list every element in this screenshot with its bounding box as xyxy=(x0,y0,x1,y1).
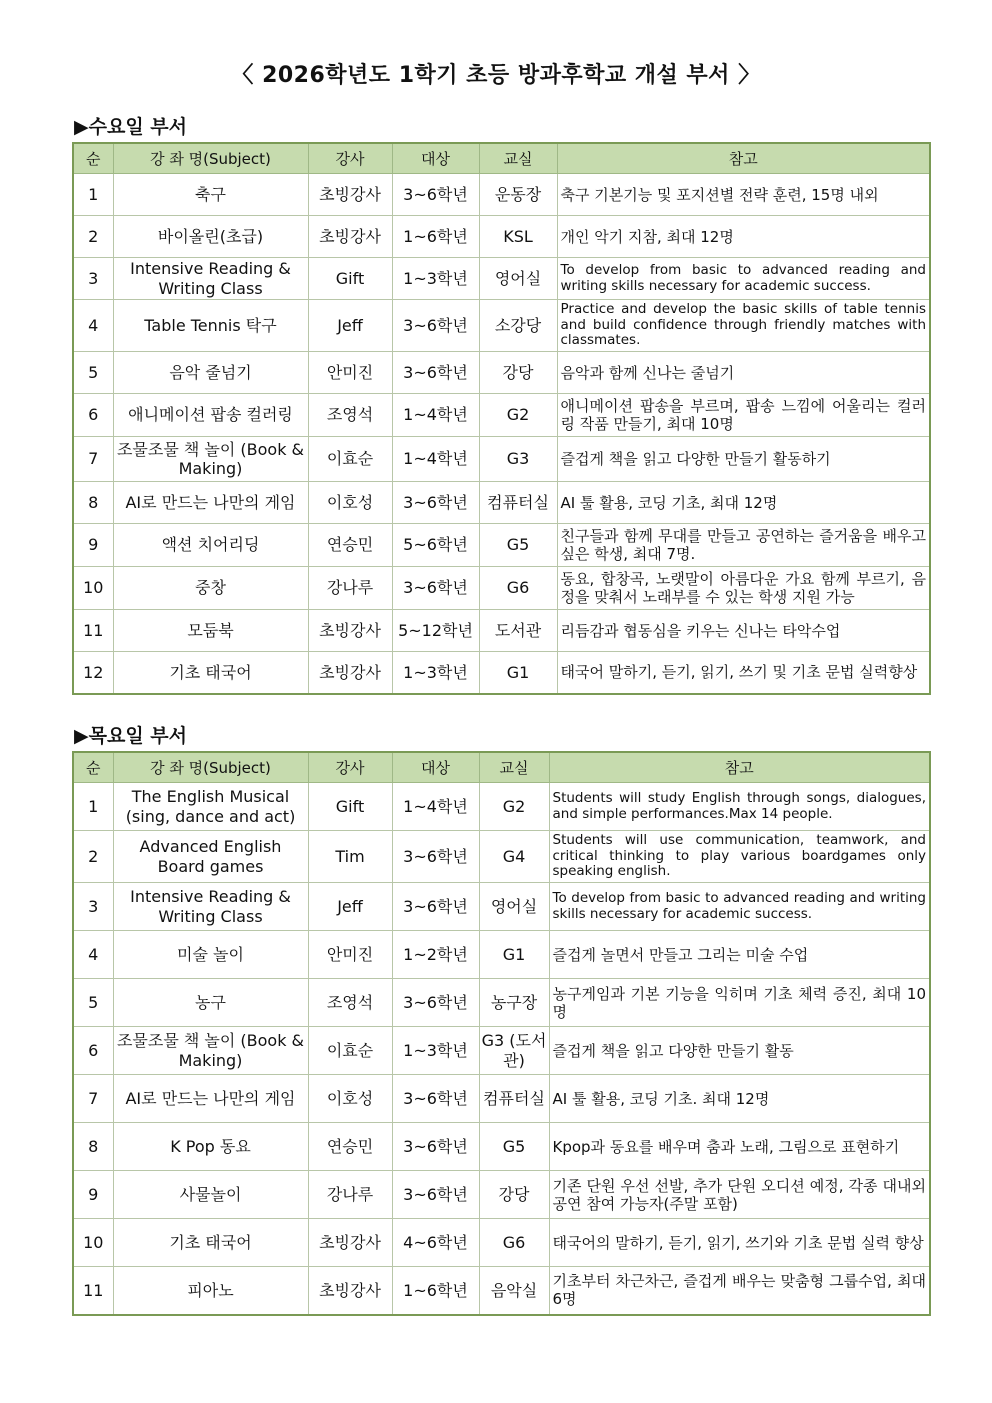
course-teacher: 초빙강사 xyxy=(308,652,392,694)
course-teacher: 초빙강사 xyxy=(308,610,392,652)
course-note: 친구들과 함께 무대를 만들고 공연하는 즐거움을 배우고 싶은 학생, 최대 7명. xyxy=(557,524,930,567)
course-note: 즐겁게 책을 읽고 다양한 만들기 활동하기 xyxy=(557,437,930,482)
table-row xyxy=(73,482,930,524)
course-subject: 기초 태국어 xyxy=(113,652,308,694)
course-target-grade: 1~4학년 xyxy=(392,783,479,831)
table-row xyxy=(73,883,930,931)
table-row xyxy=(73,1123,930,1171)
table-row xyxy=(73,783,930,831)
header-no: 순 xyxy=(73,752,113,783)
course-teacher: 연승민 xyxy=(308,524,392,567)
row-number: 4 xyxy=(73,300,113,352)
row-number: 10 xyxy=(73,1219,113,1267)
course-target-grade: 5~12학년 xyxy=(392,610,479,652)
course-target-grade: 3~6학년 xyxy=(392,174,479,216)
table-row xyxy=(73,437,930,482)
course-subject: 음악 줄넘기 xyxy=(113,352,308,394)
table-row xyxy=(73,1171,930,1219)
course-note: Students will study English through songs, dialogues, and simple performances.Max 14 people. xyxy=(549,783,930,831)
course-teacher: Tim xyxy=(308,831,392,883)
course-room: G6 xyxy=(479,1219,549,1267)
course-room: KSL xyxy=(479,216,557,258)
course-room: 강당 xyxy=(479,352,557,394)
course-room: G2 xyxy=(479,783,549,831)
table-row xyxy=(73,394,930,437)
course-room: G2 xyxy=(479,394,557,437)
course-teacher: Jeff xyxy=(308,300,392,352)
course-note: To develop from basic to advanced reading and writing skills necessary for academic success. xyxy=(549,883,930,931)
course-target-grade: 1~3학년 xyxy=(392,1027,479,1075)
table-row xyxy=(73,1219,930,1267)
course-room: G1 xyxy=(479,652,557,694)
header-teacher: 강사 xyxy=(308,143,392,174)
table-row xyxy=(73,524,930,567)
table-row xyxy=(73,979,930,1027)
wednesday-course-table xyxy=(72,142,931,695)
course-subject: Table Tennis 탁구 xyxy=(113,300,308,352)
course-room: 영어실 xyxy=(479,258,557,300)
course-note: 리듬감과 협동심을 키우는 신나는 타악수업 xyxy=(557,610,930,652)
course-teacher: 초빙강사 xyxy=(308,216,392,258)
course-teacher: 이효순 xyxy=(308,1027,392,1075)
row-number: 3 xyxy=(73,883,113,931)
course-note: Students will use communication, teamwork, and critical thinking to play various boardgames only speaking english. xyxy=(549,831,930,883)
course-note: 기초부터 차근차근, 즐겁게 배우는 맞춤형 그룹수업, 최대 6명 xyxy=(549,1267,930,1315)
course-room: G5 xyxy=(479,524,557,567)
course-subject: K Pop 동요 xyxy=(113,1123,308,1171)
course-room: 소강당 xyxy=(479,300,557,352)
course-target-grade: 1~4학년 xyxy=(392,394,479,437)
course-teacher: 조영석 xyxy=(308,979,392,1027)
course-room: 음악실 xyxy=(479,1267,549,1315)
course-room: G3 xyxy=(479,437,557,482)
course-teacher: 초빙강사 xyxy=(308,1219,392,1267)
row-number: 9 xyxy=(73,1171,113,1219)
course-subject: 조물조물 책 놀이 (Book & Making) xyxy=(113,1027,308,1075)
row-number: 3 xyxy=(73,258,113,300)
row-number: 1 xyxy=(73,174,113,216)
table-header-row xyxy=(73,752,930,783)
course-target-grade: 1~4학년 xyxy=(392,437,479,482)
course-teacher: 강나루 xyxy=(308,1171,392,1219)
header-subject: 강 좌 명(Subject) xyxy=(113,752,308,783)
course-room: 컴퓨터실 xyxy=(479,1075,549,1123)
course-subject: 중창 xyxy=(113,567,308,610)
course-target-grade: 3~6학년 xyxy=(392,1123,479,1171)
course-room: 농구장 xyxy=(479,979,549,1027)
course-note: 농구게임과 기본 기능을 익히며 기초 체력 증진, 최대 10명 xyxy=(549,979,930,1027)
thursday-course-table xyxy=(72,751,931,1316)
table-row xyxy=(73,931,930,979)
table-row xyxy=(73,610,930,652)
course-teacher: 초빙강사 xyxy=(308,1267,392,1315)
table-row xyxy=(73,1075,930,1123)
course-target-grade: 1~3학년 xyxy=(392,258,479,300)
course-target-grade: 3~6학년 xyxy=(392,300,479,352)
row-number: 11 xyxy=(73,1267,113,1315)
table-row xyxy=(73,352,930,394)
course-note: Kpop과 동요를 배우며 춤과 노래, 그림으로 표현하기 xyxy=(549,1123,930,1171)
header-room: 교실 xyxy=(479,143,557,174)
course-note: 즐겁게 놀면서 만들고 그리는 미술 수업 xyxy=(549,931,930,979)
course-subject: AI로 만드는 나만의 게임 xyxy=(113,482,308,524)
header-target: 대상 xyxy=(392,143,479,174)
course-target-grade: 5~6학년 xyxy=(392,524,479,567)
course-note: AI 툴 활용, 코딩 기초, 최대 12명 xyxy=(557,482,930,524)
header-subject: 강 좌 명(Subject) xyxy=(113,143,308,174)
course-note: 즐겁게 책을 읽고 다양한 만들기 활동 xyxy=(549,1027,930,1075)
table-row xyxy=(73,300,930,352)
course-subject: 축구 xyxy=(113,174,308,216)
course-note: 태국어의 말하기, 듣기, 읽기, 쓰기와 기초 문법 실력 향상 xyxy=(549,1219,930,1267)
course-subject: 기초 태국어 xyxy=(113,1219,308,1267)
course-room: G5 xyxy=(479,1123,549,1171)
table-row xyxy=(73,1027,930,1075)
course-teacher: Gift xyxy=(308,783,392,831)
course-teacher: 안미진 xyxy=(308,931,392,979)
course-note: To develop from basic to advanced reading and writing skills necessary for academic success. xyxy=(557,258,930,300)
course-note: AI 툴 활용, 코딩 기초. 최대 12명 xyxy=(549,1075,930,1123)
course-room: 도서관 xyxy=(479,610,557,652)
wednesday-section-title: ▶수요일 부서 xyxy=(74,116,187,138)
row-number: 7 xyxy=(73,1075,113,1123)
course-room: 운동장 xyxy=(479,174,557,216)
course-room: 강당 xyxy=(479,1171,549,1219)
course-teacher: 이효순 xyxy=(308,437,392,482)
course-target-grade: 1~6학년 xyxy=(392,216,479,258)
row-number: 5 xyxy=(73,352,113,394)
course-teacher: 연승민 xyxy=(308,1123,392,1171)
course-subject: 피아노 xyxy=(113,1267,308,1315)
header-note: 참고 xyxy=(549,752,930,783)
course-note: 기존 단원 우선 선발, 추가 단원 오디션 예정, 각종 대내외 공연 참여 가능자(주말 포함) xyxy=(549,1171,930,1219)
table-header-row xyxy=(73,143,930,174)
thursday-section-title: ▶목요일 부서 xyxy=(74,725,187,747)
table-row xyxy=(73,174,930,216)
course-note: 음악과 함께 신나는 줄넘기 xyxy=(557,352,930,394)
course-room: 영어실 xyxy=(479,883,549,931)
course-room: G4 xyxy=(479,831,549,883)
table-row xyxy=(73,567,930,610)
course-note: 동요, 합창곡, 노랫말이 아름다운 가요 함께 부르기, 음정을 맞춰서 노래부를 수 있는 학생 지원 가능 xyxy=(557,567,930,610)
course-room: G6 xyxy=(479,567,557,610)
course-subject: 미술 놀이 xyxy=(113,931,308,979)
course-note: 태국어 말하기, 듣기, 읽기, 쓰기 및 기초 문법 실력향상 xyxy=(557,652,930,694)
course-teacher: Jeff xyxy=(308,883,392,931)
course-target-grade: 3~6학년 xyxy=(392,567,479,610)
course-teacher: 조영석 xyxy=(308,394,392,437)
course-target-grade: 3~6학년 xyxy=(392,482,479,524)
course-subject: 사물놀이 xyxy=(113,1171,308,1219)
course-note: 축구 기본기능 및 포지션별 전략 훈련, 15명 내외 xyxy=(557,174,930,216)
row-number: 12 xyxy=(73,652,113,694)
course-target-grade: 3~6학년 xyxy=(392,831,479,883)
course-subject: Intensive Reading & Writing Class xyxy=(113,258,308,300)
row-number: 6 xyxy=(73,1027,113,1075)
row-number: 1 xyxy=(73,783,113,831)
course-subject: The English Musical (sing, dance and act) xyxy=(113,783,308,831)
course-subject: 액션 치어리딩 xyxy=(113,524,308,567)
header-teacher: 강사 xyxy=(308,752,392,783)
course-note: 개인 악기 지참, 최대 12명 xyxy=(557,216,930,258)
header-target: 대상 xyxy=(392,752,479,783)
course-room: 컴퓨터실 xyxy=(479,482,557,524)
course-teacher: 이호성 xyxy=(308,482,392,524)
course-subject: 조물조물 책 놀이 (Book & Making) xyxy=(113,437,308,482)
course-teacher: Gift xyxy=(308,258,392,300)
course-subject: 애니메이션 팝송 컬러링 xyxy=(113,394,308,437)
row-number: 7 xyxy=(73,437,113,482)
row-number: 2 xyxy=(73,216,113,258)
table-row xyxy=(73,216,930,258)
course-subject: AI로 만드는 나만의 게임 xyxy=(113,1075,308,1123)
course-subject: Intensive Reading & Writing Class xyxy=(113,883,308,931)
course-target-grade: 3~6학년 xyxy=(392,979,479,1027)
course-teacher: 이호성 xyxy=(308,1075,392,1123)
course-note: Practice and develop the basic skills of table tennis and build confidence through friendly matches with classmates. xyxy=(557,300,930,352)
course-target-grade: 3~6학년 xyxy=(392,1171,479,1219)
course-target-grade: 1~3학년 xyxy=(392,652,479,694)
row-number: 10 xyxy=(73,567,113,610)
course-target-grade: 4~6학년 xyxy=(392,1219,479,1267)
course-teacher: 강나루 xyxy=(308,567,392,610)
course-teacher: 안미진 xyxy=(308,352,392,394)
header-note: 참고 xyxy=(557,143,930,174)
page-title: 〈 2026학년도 1학기 초등 방과후학교 개설 부서 〉 xyxy=(231,63,761,88)
course-note: 애니메이션 팝송을 부르며, 팝송 느낌에 어울리는 컬러링 작품 만들기, 최대 10명 xyxy=(557,394,930,437)
header-room: 교실 xyxy=(479,752,549,783)
course-target-grade: 3~6학년 xyxy=(392,1075,479,1123)
course-room: G3 (도서관) xyxy=(479,1027,549,1075)
table-row xyxy=(73,652,930,694)
course-target-grade: 1~2학년 xyxy=(392,931,479,979)
course-subject: Advanced English Board games xyxy=(113,831,308,883)
header-no: 순 xyxy=(73,143,113,174)
row-number: 9 xyxy=(73,524,113,567)
course-subject: 바이올린(초급) xyxy=(113,216,308,258)
row-number: 5 xyxy=(73,979,113,1027)
course-teacher: 초빙강사 xyxy=(308,174,392,216)
table-row xyxy=(73,258,930,300)
row-number: 2 xyxy=(73,831,113,883)
course-target-grade: 3~6학년 xyxy=(392,352,479,394)
course-target-grade: 3~6학년 xyxy=(392,883,479,931)
row-number: 6 xyxy=(73,394,113,437)
row-number: 8 xyxy=(73,482,113,524)
course-target-grade: 1~6학년 xyxy=(392,1267,479,1315)
table-row xyxy=(73,1267,930,1315)
row-number: 11 xyxy=(73,610,113,652)
course-subject: 농구 xyxy=(113,979,308,1027)
row-number: 4 xyxy=(73,931,113,979)
course-room: G1 xyxy=(479,931,549,979)
table-row xyxy=(73,831,930,883)
course-subject: 모둠북 xyxy=(113,610,308,652)
row-number: 8 xyxy=(73,1123,113,1171)
